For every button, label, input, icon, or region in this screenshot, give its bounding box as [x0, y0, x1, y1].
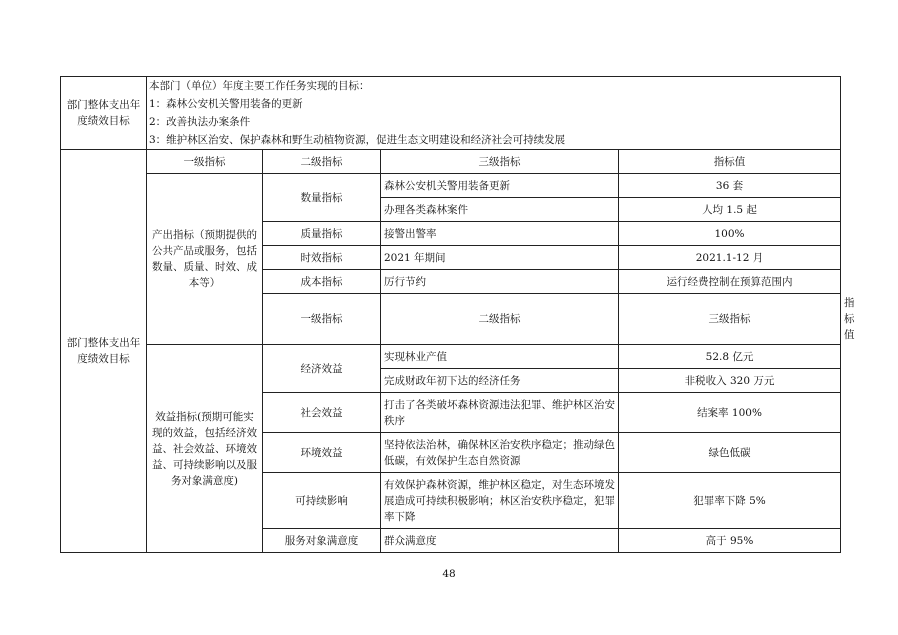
goal-line: 本部门（单位）年度主要工作任务实现的目标：: [149, 80, 370, 92]
service-satisfaction: 服务对象满意度: [263, 529, 381, 553]
level3-cell: 接警出警率: [381, 222, 619, 246]
economic-benefit: 经济效益: [263, 345, 381, 393]
indicator-section-label: 部门整体支出年度绩效目标: [61, 150, 147, 553]
performance-table: 部门整体支出年度绩效目标 本部门（单位）年度主要工作任务实现的目标： 1：森林公安机关警用装备的更新 2：改善执法办案条件 3：维护林区治安、保护森林和野生动植物资源，促进生态文明建设和经济社会可持续发展 部门整体支出年度绩效目标 一级指标 二级指标 三级指标 指标值 产出指标（预期提供的公共产品或服务，包括数量、质量、时效、成本等） 数量指标 森林公安机关警用装备更新 36 套 办理各类森林案件 人均 1.5 起 质量指标 接警出警率 100% 时效指标 2021 年期间 2021.1-12 月 成本指标 厉行节约 运行经费控制在预算范围内 一级指标 二级指标 三级指标 指标值 效益指标(预期可能实现的效益，包括经济效益、社会效益、环境效益、可持续影响以及服务对象满意度) 经济效益 实现林业产值 52.8 亿元 完成财政年初下达的经济任务 非税收入 320 万元 社会效益 打击了各类破坏森林资源违法犯罪、维护林区治安秩序 结案率 100% 环境效益 坚持依法治林，确保林区治安秩序稳定；推动绿色低碳，有效保护生态自然资源 绿色低碳 可持续影响 有效保护森林资源，维护林区稳定，对生态环境发展造成可持续积极影响；林区治安秩序稳定，犯罪率下降 犯罪率下降 5% 服务对象满意度 群众满意度 高于 95%: [60, 76, 841, 553]
cost-indicator: 成本指标: [263, 270, 381, 294]
level3-cell: 实现林业产值: [381, 345, 619, 369]
value-cell: 结案率 100%: [619, 393, 841, 433]
value-cell: 非税收入 320 万元: [619, 369, 841, 393]
header-level2-repeat: 二级指标: [381, 294, 619, 345]
goal-line: 2：改善执法办案条件: [149, 116, 251, 128]
output-indicator-label: 产出指标（预期提供的公共产品或服务，包括数量、质量、时效、成本等）: [147, 174, 263, 345]
value-cell: 人均 1.5 起: [619, 198, 841, 222]
value-cell: 运行经费控制在预算范围内: [619, 270, 841, 294]
effect-indicator-label: 效益指标(预期可能实现的效益，包括经济效益、社会效益、环境效益、可持续影响以及服务对象满意度): [147, 345, 263, 553]
goal-text-cell: [147, 77, 841, 150]
value-cell: 100%: [619, 222, 841, 246]
quantity-indicator: 数量指标: [263, 174, 381, 222]
header-level1-repeat: 一级指标: [263, 294, 381, 345]
social-benefit: 社会效益: [263, 393, 381, 433]
level3-cell: 有效保护森林资源，维护林区稳定，对生态环境发展造成可持续积极影响；林区治安秩序稳定，犯罪率下降: [381, 473, 619, 529]
header-level3: 三级指标: [381, 150, 619, 174]
quality-indicator: 质量指标: [263, 222, 381, 246]
sustainable-impact: 可持续影响: [263, 473, 381, 529]
value-cell: 2021.1-12 月: [619, 246, 841, 270]
level3-cell: 2021 年期间: [381, 246, 619, 270]
level3-cell: 打击了各类破坏森林资源违法犯罪、维护林区治安秩序: [381, 393, 619, 433]
header-value: 指标值: [619, 150, 841, 174]
level3-cell: 坚持依法治林，确保林区治安秩序稳定；推动绿色低碳，有效保护生态自然资源: [381, 433, 619, 473]
goal-line: 1：森林公安机关警用装备的更新: [149, 98, 303, 110]
level3-cell: 群众满意度: [381, 529, 619, 553]
timeliness-indicator: 时效指标: [263, 246, 381, 270]
header-level3-repeat: 三级指标: [619, 294, 841, 345]
environmental-benefit: 环境效益: [263, 433, 381, 473]
level3-cell: 办理各类森林案件: [381, 198, 619, 222]
value-cell: 52.8 亿元: [619, 345, 841, 369]
level3-cell: 厉行节约: [381, 270, 619, 294]
value-cell: 高于 95%: [619, 529, 841, 553]
page-number: 48: [442, 568, 456, 580]
goal-line: 3：维护林区治安、保护森林和野生动植物资源，促进生态文明建设和经济社会可持续发展: [149, 134, 566, 146]
value-cell: 犯罪率下降 5%: [619, 473, 841, 529]
level3-cell: 完成财政年初下达的经济任务: [381, 369, 619, 393]
goal-section-label: 部门整体支出年度绩效目标: [61, 77, 147, 150]
value-cell: 绿色低碳: [619, 433, 841, 473]
header-level2: 二级指标: [263, 150, 381, 174]
header-level1: 一级指标: [147, 150, 263, 174]
level3-cell: 森林公安机关警用装备更新: [381, 174, 619, 198]
value-cell: 36 套: [619, 174, 841, 198]
